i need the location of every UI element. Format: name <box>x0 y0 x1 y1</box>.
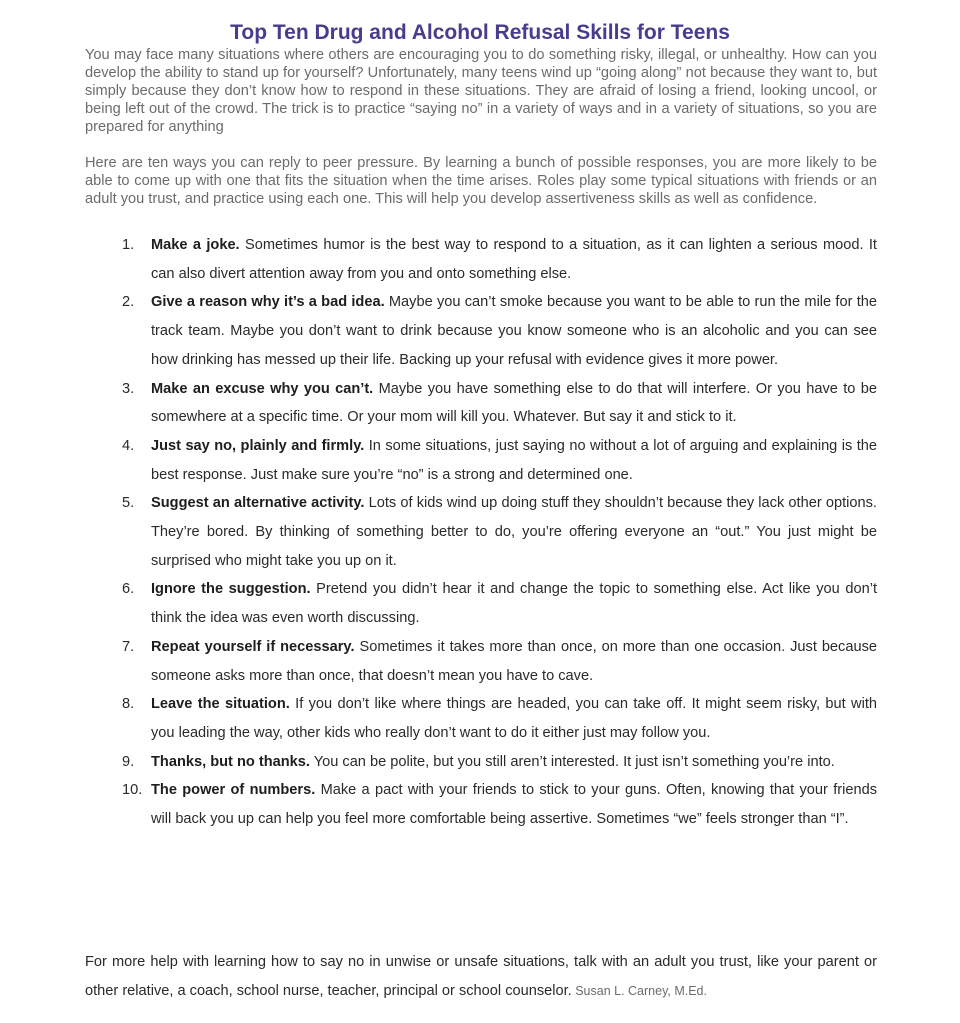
item-body: Lots of kids wind up doing stuff they shouldn’t because they lack other options. They’re bored. By thinking of something better to do, you’re offering everyone an “out.” You just might be surprised who might take you up on it. <box>151 495 877 569</box>
list-item <box>85 690 877 747</box>
item-body: Maybe you have something else to do that will interfere. Or you have to be somewhere at a specific time. Or your mom will kill you. Whatever. But say it and stick to it. <box>151 380 878 426</box>
closing-paragraph <box>85 948 877 1005</box>
list-item <box>85 748 877 777</box>
item-heading: Make a joke. <box>151 237 240 253</box>
item-number: 5. <box>122 495 135 512</box>
intro-paragraph-2: Here are ten ways you can reply to peer pressure. By learning a bunch of possible responses, you are more likely to be able to come up with one that fits the situation when the time arises. Roles play some typical situations with friends or an adult you trust, and practice using each one. This will help you develop assertiveness skills as well as confidence. <box>85 155 877 207</box>
item-number: 10. <box>122 782 143 799</box>
item-number: 9. <box>122 753 135 770</box>
item-heading: Make an excuse why you can’t. <box>151 380 374 397</box>
page-title: Top Ten Drug and Alcohol Refusal Skills for Teens <box>230 21 730 44</box>
item-heading: Just say no, plainly and firmly. <box>151 437 365 454</box>
item-number: 8. <box>122 696 135 713</box>
list-item <box>85 776 877 833</box>
item-number: 4. <box>122 437 135 454</box>
item-heading: Leave the situation. <box>151 696 290 713</box>
item-body: If you don’t like where things are headed, you can take off. It might seem risky, but with you leading the way, other kids who really don’t want to do it either just may follow you. <box>151 696 877 741</box>
item-number: 7. <box>122 638 135 655</box>
closing-text: For more help with learning how to say no in unwise or unsafe situations, talk with an adult you trust, like your parent or other relative, a coach, school nurse, teacher, principal or school counselor. <box>85 954 877 999</box>
item-body: Maybe you can’t smoke because you want to be able to run the mile for the track team. Maybe you don’t want to drink because you know someone who is an alcoholic and you can see how drinking has messed up their life. Backing up your refusal with evidence gives it more power. <box>151 294 877 368</box>
item-number: 1. <box>122 237 135 253</box>
item-heading: Give a reason why it’s a bad idea. <box>151 294 385 311</box>
item-body: Sometimes it takes more than once, on more than one occasion. Just because someone asks more than once, that doesn’t mean you have to cave. <box>151 638 877 684</box>
item-heading: Repeat yourself if necessary. <box>151 638 355 655</box>
item-body: In some situations, just saying no without a lot of arguing and explaining is the best response. Just make sure you’re “no” is a strong and determined one. <box>151 437 877 483</box>
item-number: 2. <box>122 294 135 311</box>
list-item <box>85 489 877 575</box>
list-item <box>85 575 877 632</box>
list-item <box>85 288 877 374</box>
item-body: Pretend you didn’t hear it and change the topic to something else. Act like you don’t think the idea was even worth discussing. <box>151 581 878 627</box>
list-item <box>85 633 877 690</box>
item-heading: Ignore the suggestion. <box>151 581 311 598</box>
item-body: Sometimes humor is the best way to respond to a situation, as it can lighten a serious mood. It can also divert attention away from you and onto something else. <box>151 237 877 282</box>
item-body: You can be polite, but you still aren’t interested. It just isn’t something you’re into. <box>309 753 835 770</box>
item-heading: Thanks, but no thanks. <box>151 753 310 770</box>
author-credit: Susan L. Carney, M.Ed. <box>571 983 707 998</box>
item-body: Make a pact with your friends to stick to your guns. Often, knowing that your friends will back you up can help you feel more comfortable being assertive. Sometimes “we” feels stronger than “I”. <box>151 782 877 828</box>
list-item <box>85 231 877 288</box>
item-heading: The power of numbers. <box>151 782 316 799</box>
list-item <box>85 432 877 489</box>
item-number: 6. <box>122 581 135 598</box>
item-number: 3. <box>122 380 135 397</box>
intro-paragraph-1: You may face many situations where others are encouraging you to do something risky, illegal, or unhealthy. How can you develop the ability to stand up for yourself? Unfortunately, many teens wind up “going along” not because they want to, but simply because they don’t know how to respond in these situations. They are afraid of losing a friend, looking uncool, or being left out of the crowd. The trick is to practice “saying no” in a variety of ways and in a variety of situations, so you are prepared for anything <box>85 47 877 135</box>
refusal-skills-list <box>85 231 877 834</box>
list-item <box>85 375 877 432</box>
item-heading: Suggest an alternative activity. <box>151 495 365 512</box>
